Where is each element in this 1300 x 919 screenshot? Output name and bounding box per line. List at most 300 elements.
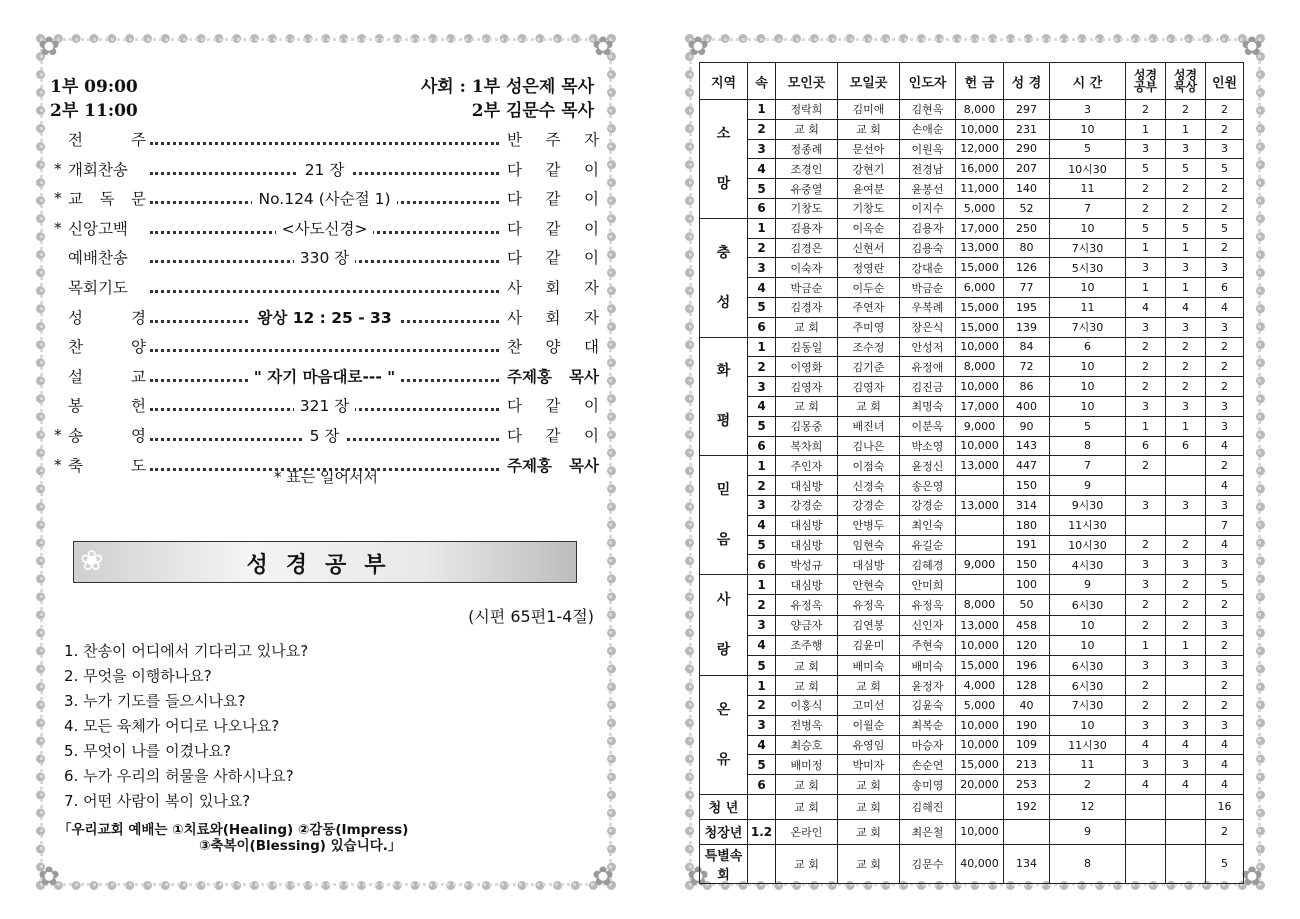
column-header: 지역: [700, 63, 748, 100]
table-cell: 10시30: [1050, 159, 1126, 179]
table-cell: 2: [1206, 100, 1244, 120]
table-cell: 3: [1166, 655, 1206, 675]
table-cell: 2: [748, 695, 776, 715]
table-cell: 1: [1126, 416, 1166, 436]
table-cell: 주현숙: [900, 635, 956, 655]
table-cell: 8,000: [956, 357, 1004, 377]
column-header: 성 경: [1004, 63, 1050, 100]
table-cell: 6,000: [956, 278, 1004, 298]
table-cell: 대심방: [838, 555, 900, 575]
order-detail-text: 왕상 12 : 25 - 33: [251, 309, 397, 327]
flower-icon: ❀: [80, 544, 104, 577]
table-cell: 109: [1004, 735, 1050, 755]
table-cell: 10,000: [956, 119, 1004, 139]
table-cell: 17,000: [956, 396, 1004, 416]
table-cell: 2: [1166, 575, 1206, 595]
corner-flower-icon: ✿: [687, 862, 709, 892]
table-cell: 2: [1050, 775, 1126, 795]
order-detail: [150, 217, 499, 239]
table-cell: 120: [1004, 635, 1050, 655]
table-cell: 송미영: [900, 775, 956, 795]
table-cell: 대심방: [776, 535, 838, 555]
column-header: 헌 금: [956, 63, 1004, 100]
table-cell: 3: [1166, 495, 1206, 515]
table-cell: 8,000: [956, 595, 1004, 615]
order-leader: 다 같 이: [507, 160, 599, 179]
table-cell: 이옥순: [838, 218, 900, 238]
table-row: [700, 396, 1244, 416]
table-cell: 2: [1166, 695, 1206, 715]
table-cell: 김경자: [776, 297, 838, 317]
table-cell: 7: [1050, 456, 1126, 476]
table-cell: 4: [1166, 297, 1206, 317]
table-row: [700, 476, 1244, 496]
table-cell: 안현숙: [838, 575, 900, 595]
table-cell: 5: [748, 297, 776, 317]
table-cell: 8: [1050, 436, 1126, 456]
table-cell: 2: [1206, 676, 1244, 696]
order-leader: 다 같 이: [507, 426, 599, 445]
table-cell: 2: [748, 119, 776, 139]
table-cell: 10: [1050, 218, 1126, 238]
table-row: [700, 775, 1244, 795]
table-cell: 196: [1004, 655, 1050, 675]
table-cell: 10,000: [956, 715, 1004, 735]
table-cell: 김현옥: [900, 100, 956, 120]
table-cell: 2: [1206, 179, 1244, 199]
table-cell: 3: [1166, 396, 1206, 416]
table-row: [700, 198, 1244, 218]
group-name: 특별속회: [700, 844, 748, 883]
table-cell: 김용숙: [900, 238, 956, 258]
table-cell: 180: [1004, 515, 1050, 535]
table-cell: 김몽중: [776, 416, 838, 436]
table-cell: 강경순: [900, 495, 956, 515]
question-item: 2. 무엇을 이행하나요?: [64, 667, 212, 685]
table-cell: 2: [748, 238, 776, 258]
region-char: 망: [716, 175, 731, 192]
leader-dots: [150, 276, 499, 293]
table-cell: 11: [1050, 297, 1126, 317]
table-cell: 4: [1166, 775, 1206, 795]
table-cell: 주연자: [838, 297, 900, 317]
table-cell: 박금순: [776, 278, 838, 298]
table-cell: 안성저: [900, 337, 956, 357]
table-cell: 1: [1166, 635, 1206, 655]
table-cell: 교 회: [776, 317, 838, 337]
table-cell: 4: [1166, 735, 1206, 755]
table-cell: 13,000: [956, 495, 1004, 515]
table-cell: 2: [1126, 337, 1166, 357]
table-cell: 6: [748, 436, 776, 456]
order-row: [54, 213, 599, 243]
table-cell: 9: [1050, 476, 1126, 496]
order-detail-text: 321 장: [294, 397, 356, 415]
table-cell: 배미숙: [838, 655, 900, 675]
cell-group-schedule-table: [699, 62, 1244, 884]
table-cell: 마승자: [900, 735, 956, 755]
table-cell: 213: [1004, 755, 1050, 775]
order-row: [54, 154, 599, 184]
order-leader: 반 주 자: [507, 131, 599, 149]
order-row: [54, 124, 599, 154]
closing-message: [58, 822, 408, 854]
table-cell: 2: [1206, 337, 1244, 357]
standing-marker: *: [54, 218, 62, 237]
table-cell: 2: [1206, 198, 1244, 218]
table-cell: 1: [748, 676, 776, 696]
table-cell: 15,000: [956, 655, 1004, 675]
table-cell: 2: [1126, 615, 1166, 635]
table-cell: 11시30: [1050, 735, 1126, 755]
column-header: 시 간: [1050, 63, 1126, 100]
region-char: 소: [716, 125, 731, 142]
table-cell: 6: [1206, 278, 1244, 298]
order-leader: 찬 양 대: [507, 338, 599, 357]
table-cell: 231: [1004, 119, 1050, 139]
bulletin-right-page: [685, 34, 1265, 890]
table-cell: 주인자: [776, 456, 838, 476]
table-cell: 5: [1050, 416, 1126, 436]
table-cell: 7시30: [1050, 238, 1126, 258]
table-cell: 김용자: [776, 218, 838, 238]
table-cell: 1: [1166, 416, 1206, 436]
order-label: 교 독 문: [68, 190, 146, 209]
table-cell: 김영자: [838, 377, 900, 397]
table-cell: 6시30: [1050, 676, 1126, 696]
question-item: 1. 찬송이 어디에서 기다리고 있나요?: [64, 642, 309, 660]
table-cell: 복차희: [776, 436, 838, 456]
table-cell: [1126, 844, 1166, 883]
table-cell: 1: [1166, 278, 1206, 298]
column-header: 모일곳: [838, 63, 900, 100]
table-cell: 1: [1126, 278, 1166, 298]
table-row: [700, 337, 1244, 357]
table-cell: 15,000: [956, 755, 1004, 775]
table-row: [700, 515, 1244, 535]
table-cell: 2: [1126, 179, 1166, 199]
table-cell: 이월순: [838, 715, 900, 735]
table-cell: 253: [1004, 775, 1050, 795]
table-row: [700, 357, 1244, 377]
table-row: [700, 755, 1244, 775]
table-cell: 1: [1126, 238, 1166, 258]
table-cell: 4: [1206, 775, 1244, 795]
table-cell: 1: [1166, 238, 1206, 258]
table-cell: 2: [1206, 595, 1244, 615]
table-cell: 2: [1126, 535, 1166, 555]
table-cell: 4: [748, 159, 776, 179]
table-cell: 이점숙: [838, 456, 900, 476]
table-cell: 9,000: [956, 416, 1004, 436]
table-row: [700, 159, 1244, 179]
table-cell: 3: [1126, 139, 1166, 159]
table-cell: 84: [1004, 337, 1050, 357]
table-cell: 배진녀: [838, 416, 900, 436]
standing-note: * 표는 일어서서: [274, 468, 378, 486]
table-cell: 5,000: [956, 695, 1004, 715]
order-leader: 다 같 이: [507, 249, 599, 268]
table-cell: 교 회: [776, 119, 838, 139]
table-cell: 교 회: [776, 655, 838, 675]
table-cell: 4: [748, 396, 776, 416]
table-row: [700, 456, 1244, 476]
table-cell: 139: [1004, 317, 1050, 337]
standing-marker: *: [54, 159, 62, 178]
question-item: 3. 누가 기도를 들으시나요?: [64, 692, 246, 710]
table-row: [700, 735, 1244, 755]
table-cell: 강경순: [838, 495, 900, 515]
table-cell: [1166, 676, 1206, 696]
leader-dots: [150, 128, 499, 145]
table-cell: 143: [1004, 436, 1050, 456]
table-cell: 250: [1004, 218, 1050, 238]
table-cell: 기창도: [776, 198, 838, 218]
table-cell: 13,000: [956, 238, 1004, 258]
table-row: [700, 377, 1244, 397]
table-cell: 5: [1166, 218, 1206, 238]
table-cell: 10: [1050, 635, 1126, 655]
table-cell: 대심방: [776, 515, 838, 535]
order-leader: 사 회 자: [507, 278, 599, 297]
region-name: [700, 676, 748, 795]
region-name: [700, 456, 748, 575]
table-cell: [956, 794, 1004, 819]
table-cell: 3: [1166, 258, 1206, 278]
table-cell: 1: [748, 218, 776, 238]
table-cell: 86: [1004, 377, 1050, 397]
table-cell: 강현기: [838, 159, 900, 179]
table-cell: 2: [1166, 357, 1206, 377]
table-cell: 100: [1004, 575, 1050, 595]
table-cell: [1166, 819, 1206, 844]
table-cell: 3: [1050, 100, 1126, 120]
table-cell: 7: [1050, 198, 1126, 218]
table-cell: 2: [1206, 635, 1244, 655]
table-cell: 11,000: [956, 179, 1004, 199]
table-cell: 8,000: [956, 100, 1004, 120]
table-cell: 5: [748, 416, 776, 436]
table-cell: 4: [748, 278, 776, 298]
table-cell: 2: [1206, 377, 1244, 397]
table-cell: 6시30: [1050, 595, 1126, 615]
table-cell: 2: [1166, 535, 1206, 555]
table-cell: 4: [1206, 535, 1244, 555]
table-cell: 6: [748, 775, 776, 795]
table-cell: 12,000: [956, 139, 1004, 159]
table-cell: 교 회: [838, 676, 900, 696]
table-cell: 10,000: [956, 819, 1004, 844]
table-cell: 2: [1206, 456, 1244, 476]
column-header: 모인곳: [776, 63, 838, 100]
table-cell: 송은영: [900, 476, 956, 496]
corner-flower-icon: ✿: [592, 32, 614, 62]
table-cell: 1: [1126, 119, 1166, 139]
table-cell: 12: [1050, 794, 1126, 819]
order-row: [54, 302, 599, 332]
table-cell: 2: [1166, 377, 1206, 397]
table-cell: 7시30: [1050, 695, 1126, 715]
table-cell: 정락희: [776, 100, 838, 120]
table-cell: 5: [1126, 159, 1166, 179]
table-cell: 유중열: [776, 179, 838, 199]
table-cell: 1: [1166, 119, 1206, 139]
table-row: [700, 416, 1244, 436]
table-cell: 교 회: [838, 775, 900, 795]
table-cell: 교 회: [838, 819, 900, 844]
table-cell: 6: [748, 198, 776, 218]
table-cell: 유정애: [900, 357, 956, 377]
table-cell: 임현숙: [838, 535, 900, 555]
table-cell: 이지수: [900, 198, 956, 218]
table-cell: 16,000: [956, 159, 1004, 179]
table-cell: 10: [1050, 396, 1126, 416]
group-name: 청 년: [700, 794, 748, 819]
table-cell: 교 회: [776, 396, 838, 416]
table-cell: 조경인: [776, 159, 838, 179]
table-cell: 192: [1004, 794, 1050, 819]
table-cell: 주미영: [838, 317, 900, 337]
table-cell: 2: [1206, 357, 1244, 377]
table-cell: 교 회: [776, 794, 838, 819]
order-label: 개회찬송: [68, 160, 128, 179]
table-cell: 11: [1050, 179, 1126, 199]
table-cell: 김영자: [776, 377, 838, 397]
bulletin-left-page: [36, 34, 616, 890]
table-cell: 4: [748, 635, 776, 655]
table-cell: 3: [1166, 715, 1206, 735]
table-cell: 교 회: [776, 676, 838, 696]
table-cell: 3: [1206, 317, 1244, 337]
leader-2: 2부 김문수 목사: [471, 101, 594, 121]
table-cell: 신인자: [900, 615, 956, 635]
table-cell: 1: [748, 456, 776, 476]
table-cell: 4: [1206, 297, 1244, 317]
table-cell: 교 회: [838, 396, 900, 416]
table-cell: 정영란: [838, 258, 900, 278]
table-cell: 김윤숙: [900, 695, 956, 715]
table-cell: 5: [1050, 139, 1126, 159]
table-cell: 김윤미: [838, 635, 900, 655]
order-leader: 사 회 자: [507, 308, 599, 327]
sok-number: 1.2: [748, 819, 776, 844]
table-cell: 4,000: [956, 676, 1004, 696]
table-cell: 5: [748, 755, 776, 775]
table-cell: 박미자: [838, 755, 900, 775]
order-leader: 주제홍 목사: [507, 456, 599, 475]
table-cell: 5: [1206, 844, 1244, 883]
table-cell: 3: [1206, 495, 1244, 515]
table-cell: 유정옥: [776, 595, 838, 615]
table-cell: 배미정: [776, 755, 838, 775]
table-cell: 5: [1126, 218, 1166, 238]
table-cell: [1126, 476, 1166, 496]
table-cell: 2: [1166, 595, 1206, 615]
table-cell: 16: [1206, 794, 1244, 819]
table-cell: 양금자: [776, 615, 838, 635]
table-cell: 박금순: [900, 278, 956, 298]
table-cell: 9,000: [956, 555, 1004, 575]
table-cell: 10,000: [956, 436, 1004, 456]
table-cell: [956, 575, 1004, 595]
corner-flower-icon: ✿: [592, 862, 614, 892]
table-row: [700, 555, 1244, 575]
table-cell: 195: [1004, 297, 1050, 317]
table-cell: 김동일: [776, 337, 838, 357]
order-label: 축 도: [68, 456, 146, 475]
table-cell: 3: [748, 377, 776, 397]
question-item: 5. 무엇이 나를 이겼나요?: [64, 742, 231, 760]
table-cell: 대심방: [776, 575, 838, 595]
table-cell: 140: [1004, 179, 1050, 199]
table-cell: 126: [1004, 258, 1050, 278]
table-cell: 17,000: [956, 218, 1004, 238]
table-cell: 2: [1206, 119, 1244, 139]
table-cell: 2: [1166, 615, 1206, 635]
corner-flower-icon: ✿: [1241, 862, 1263, 892]
table-cell: 3: [1126, 495, 1166, 515]
table-cell: 10,000: [956, 337, 1004, 357]
table-cell: 장은식: [900, 317, 956, 337]
table-cell: 2: [1126, 456, 1166, 476]
closing-line-2: ③축복이(Blessing) 있습니다.」: [199, 838, 402, 854]
table-row: [700, 317, 1244, 337]
table-cell: 11시30: [1050, 515, 1126, 535]
table-cell: 5,000: [956, 198, 1004, 218]
table-cell: 4: [748, 735, 776, 755]
table-cell: 80: [1004, 238, 1050, 258]
table-cell: 이원옥: [900, 139, 956, 159]
table-cell: [956, 476, 1004, 496]
table-cell: 2: [1166, 337, 1206, 357]
table-cell: 3: [1166, 755, 1206, 775]
table-cell: 40: [1004, 695, 1050, 715]
table-cell: 5: [748, 535, 776, 555]
table-cell: [1166, 476, 1206, 496]
table-cell: 김연봉: [838, 615, 900, 635]
order-label: 예배찬송: [68, 249, 128, 268]
table-cell: 3: [748, 258, 776, 278]
order-detail-text: 21 장: [299, 161, 351, 179]
table-cell: 72: [1004, 357, 1050, 377]
table-cell: 전경남: [900, 159, 956, 179]
order-detail: [150, 424, 499, 446]
table-row: [700, 819, 1244, 844]
table-cell: 교 회: [838, 119, 900, 139]
table-cell: 최복순: [900, 715, 956, 735]
group-name: 청장년: [700, 819, 748, 844]
table-cell: 윤여분: [838, 179, 900, 199]
table-cell: [1126, 819, 1166, 844]
question-item: 4. 모든 육체가 어디로 나오나요?: [64, 717, 280, 735]
order-row: [54, 183, 599, 213]
leader-dots: [150, 335, 499, 352]
order-label: 봉 헌: [68, 397, 146, 416]
table-cell: 박성규: [776, 555, 838, 575]
table-cell: 김나은: [838, 436, 900, 456]
table-cell: 297: [1004, 100, 1050, 120]
table-cell: 5: [748, 655, 776, 675]
sok-number: [748, 794, 776, 819]
question-item: 6. 누가 우리의 허물을 사하시나요?: [64, 767, 294, 785]
table-cell: 7: [1206, 515, 1244, 535]
table-cell: 손순연: [900, 755, 956, 775]
table-cell: 3: [1126, 555, 1166, 575]
table-cell: 유영임: [838, 735, 900, 755]
column-header: 인도자: [900, 63, 956, 100]
order-label: 목회기도: [68, 278, 128, 297]
order-row: [54, 331, 599, 361]
